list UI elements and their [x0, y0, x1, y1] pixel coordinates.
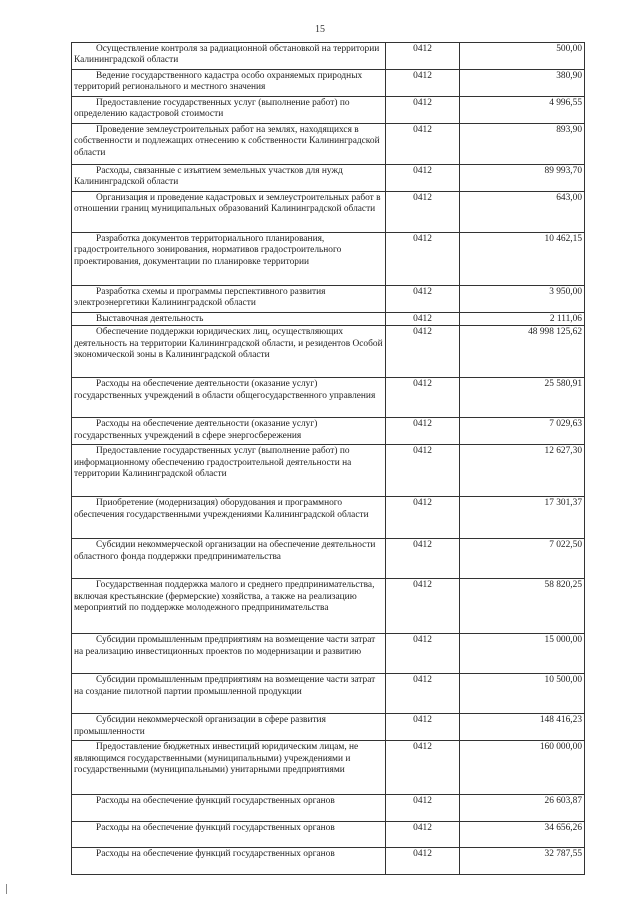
row-name: Обеспечение поддержки юридических лиц, осуществляющих деятельность на территории Калининградской области, и резидентов Особой экономической зоны в Калининградской области [72, 326, 386, 378]
row-code: 0412 [386, 418, 460, 445]
row-name: Субсидии некоммерческой организации на обеспечение деятельности областного фонда поддержки предпринимательства [72, 539, 386, 579]
table-row [72, 634, 585, 674]
table-row [72, 165, 585, 192]
row-amount: 500,00 [460, 43, 585, 70]
row-code: 0412 [386, 848, 460, 875]
row-name: Ведение государственного кадастра особо охраняемых природных территорий регионального и местного значения [72, 70, 386, 97]
row-amount: 17 301,37 [460, 497, 585, 539]
row-name: Субсидии промышленным предприятиям на возмещение части затрат на реализацию инвестиционных проектов по модернизации и развитию [72, 634, 386, 674]
row-amount: 7 022,50 [460, 539, 585, 579]
row-name: Расходы на обеспечение функций государственных органов [72, 795, 386, 822]
row-code: 0412 [386, 326, 460, 378]
row-code: 0412 [386, 165, 460, 192]
row-amount: 10 462,15 [460, 233, 585, 286]
row-amount: 15 000,00 [460, 634, 585, 674]
row-code: 0412 [386, 97, 460, 124]
table-row [72, 741, 585, 795]
table-row [72, 70, 585, 97]
row-name: Государственная поддержка малого и среднего предпринимательства, включая крестьянские (фермерские) хозяйства, а также на реализацию мероприятий по поддержке молодежного предпринимательства [72, 579, 386, 634]
table-row [72, 326, 585, 378]
row-amount: 48 998 125,62 [460, 326, 585, 378]
row-amount: 2 111,06 [460, 313, 585, 326]
row-code: 0412 [386, 313, 460, 326]
table-row [72, 539, 585, 579]
table-row [72, 848, 585, 875]
table-row [72, 418, 585, 445]
row-name: Предоставление государственных услуг (выполнение работ) по информационному обеспечению градостроительной деятельности на территории Калининградской области [72, 445, 386, 497]
row-code: 0412 [386, 634, 460, 674]
row-name: Расходы на обеспечение деятельности (оказание услуг) государственных учреждений в области общегосударственного управления [72, 378, 386, 418]
row-amount: 380,90 [460, 70, 585, 97]
row-code: 0412 [386, 124, 460, 165]
row-code: 0412 [386, 286, 460, 313]
row-name: Организация и проведение кадастровых и землеустроительных работ в отношении границ муниципальных образований Калининградской области [72, 192, 386, 233]
row-amount: 32 787,55 [460, 848, 585, 875]
row-name: Разработка схемы и программы перспективного развития электроэнергетики Калининградской области [72, 286, 386, 313]
row-code: 0412 [386, 579, 460, 634]
row-name: Предоставление бюджетных инвестиций юридическим лицам, не являющимся государственными (муниципальными) учреждениями и государственными (муниципальными) унитарными предприятиями [72, 741, 386, 795]
table-row [72, 378, 585, 418]
row-name: Расходы на обеспечение функций государственных органов [72, 848, 386, 875]
table-row [72, 124, 585, 165]
row-code: 0412 [386, 497, 460, 539]
row-amount: 893,90 [460, 124, 585, 165]
table-row [72, 674, 585, 714]
budget-table [71, 42, 585, 875]
row-name: Предоставление государственных услуг (выполнение работ) по определению кадастровой стоимости [72, 97, 386, 124]
table-row [72, 313, 585, 326]
row-amount: 643,00 [460, 192, 585, 233]
row-name: Расходы, связанные с изъятием земельных участков для нужд Калининградской области [72, 165, 386, 192]
row-name: Приобретение (модернизация) оборудования и программного обеспечения государственными учреждениями Калининградской области [72, 497, 386, 539]
row-code: 0412 [386, 378, 460, 418]
row-code: 0412 [386, 233, 460, 286]
row-amount: 34 656,26 [460, 822, 585, 848]
row-amount: 26 603,87 [460, 795, 585, 822]
table-row [72, 97, 585, 124]
table-row [72, 795, 585, 822]
row-amount: 160 000,00 [460, 741, 585, 795]
row-name: Разработка документов территориального планирования, градостроительного зонирования, нормативов градостроительного проектирования, документации по планировке территории [72, 233, 386, 286]
row-amount: 12 627,30 [460, 445, 585, 497]
row-code: 0412 [386, 445, 460, 497]
table-row [72, 43, 585, 70]
row-amount: 10 500,00 [460, 674, 585, 714]
row-code: 0412 [386, 674, 460, 714]
row-name: Субсидии некоммерческой организации в сфере развития промышленности [72, 714, 386, 741]
table-row [72, 233, 585, 286]
table-row [72, 822, 585, 848]
table-row [72, 286, 585, 313]
row-code: 0412 [386, 539, 460, 579]
row-name: Проведение землеустроительных работ на землях, находящихся в собственности и подлежащих отнесению к собственности Калининградской области [72, 124, 386, 165]
row-code: 0412 [386, 795, 460, 822]
row-code: 0412 [386, 70, 460, 97]
row-name: Расходы на обеспечение деятельности (оказание услуг) государственных учреждений в сфере энергосбережения [72, 418, 386, 445]
row-code: 0412 [386, 192, 460, 233]
table-row [72, 445, 585, 497]
row-name: Расходы на обеспечение функций государственных органов [72, 822, 386, 848]
row-code: 0412 [386, 714, 460, 741]
row-code: 0412 [386, 43, 460, 70]
row-code: 0412 [386, 822, 460, 848]
row-amount: 148 416,23 [460, 714, 585, 741]
page-number: 15 [315, 24, 325, 35]
row-amount: 4 996,55 [460, 97, 585, 124]
row-amount: 3 950,00 [460, 286, 585, 313]
row-amount: 7 029,63 [460, 418, 585, 445]
row-code: 0412 [386, 741, 460, 795]
row-name: Субсидии промышленным предприятиям на возмещение части затрат на создание пилотной партии промышленной продукции [72, 674, 386, 714]
scan-mark [6, 884, 7, 894]
row-name: Выставочная деятельность [72, 313, 386, 326]
table-row [72, 497, 585, 539]
table-row [72, 192, 585, 233]
table-row [72, 579, 585, 634]
row-amount: 58 820,25 [460, 579, 585, 634]
table-row [72, 714, 585, 741]
row-amount: 25 580,91 [460, 378, 585, 418]
row-amount: 89 993,70 [460, 165, 585, 192]
row-name: Осуществление контроля за радиационной обстановкой на территории Калининградской области [72, 43, 386, 70]
